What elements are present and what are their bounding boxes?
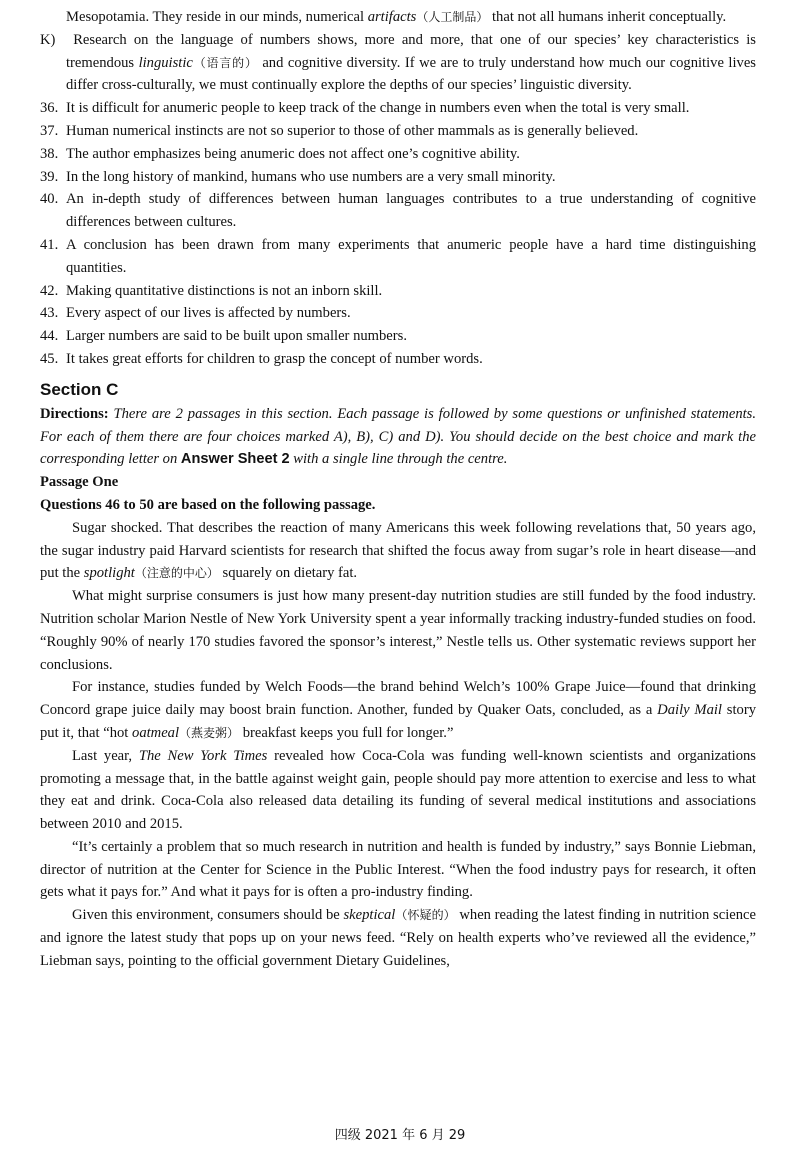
text: Given this environment, consumers should be: [72, 907, 344, 924]
statement-text: Every aspect of our lives is affected by numbers.: [66, 305, 351, 322]
statement-text: Human numerical instincts are not so superior to those of other mammals as is generally believed.: [66, 122, 639, 139]
emphasis: linguistic: [138, 54, 193, 71]
statement-item: [40, 302, 756, 325]
statement-text: It is difficult for anumeric people to keep track of the change in numbers even when the total is very small.: [66, 100, 690, 117]
text: squarely on dietary fat.: [218, 565, 358, 582]
statement-item: [40, 188, 756, 234]
statement-text: Making quantitative distinctions is not an inborn skill.: [66, 282, 383, 299]
statement-list: [40, 97, 756, 371]
statement-item: [40, 166, 756, 189]
passage-paragraph: What might surprise consumers is just how many present-day nutrition studies are still funded by the food industry. Nutrition scholar Marion Nestle of New York University spent a year informally tracking industry-funded studies on food. “Roughly 90% of nearly 170 studies favored the sponsor’s interest,” Nestle tells us. Other systematic reviews support her conclusions.: [40, 588, 756, 673]
statement-text: An in-depth study of differences between human languages contributes to a true understanding of cognitive differences between cultures.: [66, 191, 756, 231]
text: Last year,: [72, 747, 139, 764]
passage-label: Passage One: [40, 474, 119, 491]
answer-sheet-label: Answer Sheet 2: [180, 451, 290, 468]
paragraph-j-tail: [40, 6, 756, 29]
passage-paragraph: “It’s certainly a problem that so much research in nutrition and health is funded by industry,” says Bonnie Liebman, director of nutrition at the Center for Science in the Public Interest. “When the food industry pays for research, it often gets what it pays for.” And what it pays for is often a pro-industry finding.: [40, 838, 756, 901]
statement-number: 42.: [40, 282, 59, 299]
statement-number: 44.: [40, 328, 59, 345]
text: story put it, that “hot: [40, 702, 756, 741]
text: Research on the language of numbers shows, more and more, that one of our species’ key characteristics is tremendous: [66, 31, 756, 71]
text: Sugar shocked. That describes the reaction of many Americans this week following revelations that, 50 years ago, the sugar industry paid Harvard scientists for research that shifted the focus away from sugar’s role in heart disease—and put the: [40, 519, 756, 582]
statement-item: [40, 120, 756, 143]
gloss: （怀疑的）: [395, 908, 456, 923]
statement-item: [40, 348, 756, 371]
questions-label: Questions 46 to 50 are based on the following passage.: [40, 496, 376, 513]
emphasis: artifacts: [367, 9, 417, 25]
statement-item: [40, 280, 756, 303]
statement-number: 41.: [40, 236, 59, 253]
paragraph-k: [40, 29, 756, 97]
statement-number: 36.: [40, 100, 59, 117]
text: when reading the latest finding in nutrition science and ignore the latest study that pops up on your news feed. “Rely on health experts who’ve reviewed all the evidence,” Liebman says, pointing to the official government Dietary Guidelines,: [40, 907, 756, 969]
emphasis: spotlight: [83, 565, 135, 582]
statement-text: The author emphasizes being anumeric does not affect one’s cognitive ability.: [66, 145, 520, 162]
statement-number: 43.: [40, 305, 59, 322]
passage-paragraph: [40, 517, 756, 585]
gloss: （燕麦粥）: [179, 725, 240, 740]
passage-paragraph: [40, 904, 756, 972]
gloss: （语言的）: [192, 55, 258, 70]
page-content: [40, 6, 756, 973]
statement-number: 38.: [40, 145, 59, 162]
emphasis: Daily Mail: [657, 702, 722, 719]
statement-item: [40, 97, 756, 120]
statement-number: 45.: [40, 350, 59, 367]
statement-text: In the long history of mankind, humans who use numbers are a very small minority.: [66, 168, 556, 185]
emphasis: The New York Times: [138, 747, 268, 764]
passage-body: [40, 517, 756, 973]
statement-item: [40, 234, 756, 280]
statement-number: 39.: [40, 168, 59, 185]
text: Mesopotamia. They reside in our minds, numerical: [66, 9, 368, 25]
gloss: （人工制品）: [416, 10, 489, 24]
emphasis: oatmeal: [132, 724, 180, 741]
statement-item: [40, 143, 756, 166]
statement-text: Larger numbers are said to be built upon smaller numbers.: [66, 328, 407, 345]
statement-item: [40, 325, 756, 348]
text: revealed how Coca-Cola was funding well-known scientists and organizations promoting a message that, in the battle against weight gain, people should pay more attention to exercise and less to what they eat and drink. Coca-Cola also released data detailing its funding of several medical institutions and associations between 2010 and 2015.: [40, 747, 756, 833]
text: For instance, studies funded by Welch Foods—the brand behind Welch’s 100% Grape Juice—found that drinking Concord grape juice daily may boost brain function. Another, funded by Quaker Oats, concluded, as a: [40, 679, 756, 719]
text: breakfast keeps you full for longer.”: [239, 724, 454, 741]
gloss: （注意的中心）: [134, 566, 219, 581]
statement-number: 37.: [40, 122, 59, 139]
emphasis: skeptical: [343, 907, 396, 924]
statement-number: 40.: [40, 191, 59, 208]
paragraph-label: K): [40, 31, 56, 48]
text: that not all humans inherit conceptually.: [488, 9, 727, 25]
passage-paragraph: [40, 745, 756, 836]
passage-paragraph: [40, 676, 756, 744]
directions-text: with a single line through the centre.: [289, 451, 508, 468]
statement-text: A conclusion has been drawn from many experiments that anumeric people have a hard time distinguishing quantities.: [66, 236, 756, 276]
statement-text: It takes great efforts for children to grasp the concept of number words.: [66, 350, 483, 367]
text: and cognitive diversity. If we are to truly understand how much our cognitive lives differ cross-culturally, we must continually explore the depths of our species’ linguistic diversity.: [66, 54, 756, 94]
directions-label: Directions:: [40, 405, 109, 422]
directions: [40, 403, 756, 471]
page-footer: 四级 2021 年 6 月 29: [334, 1128, 466, 1143]
directions-text: There are 2 passages in this section. Each passage is followed by some questions or unfinished statements. For each of them there are four choices marked A), B), C) and D). You should decide on the best choice and mark the corresponding letter on: [40, 405, 756, 468]
section-title: Section C: [40, 379, 119, 399]
